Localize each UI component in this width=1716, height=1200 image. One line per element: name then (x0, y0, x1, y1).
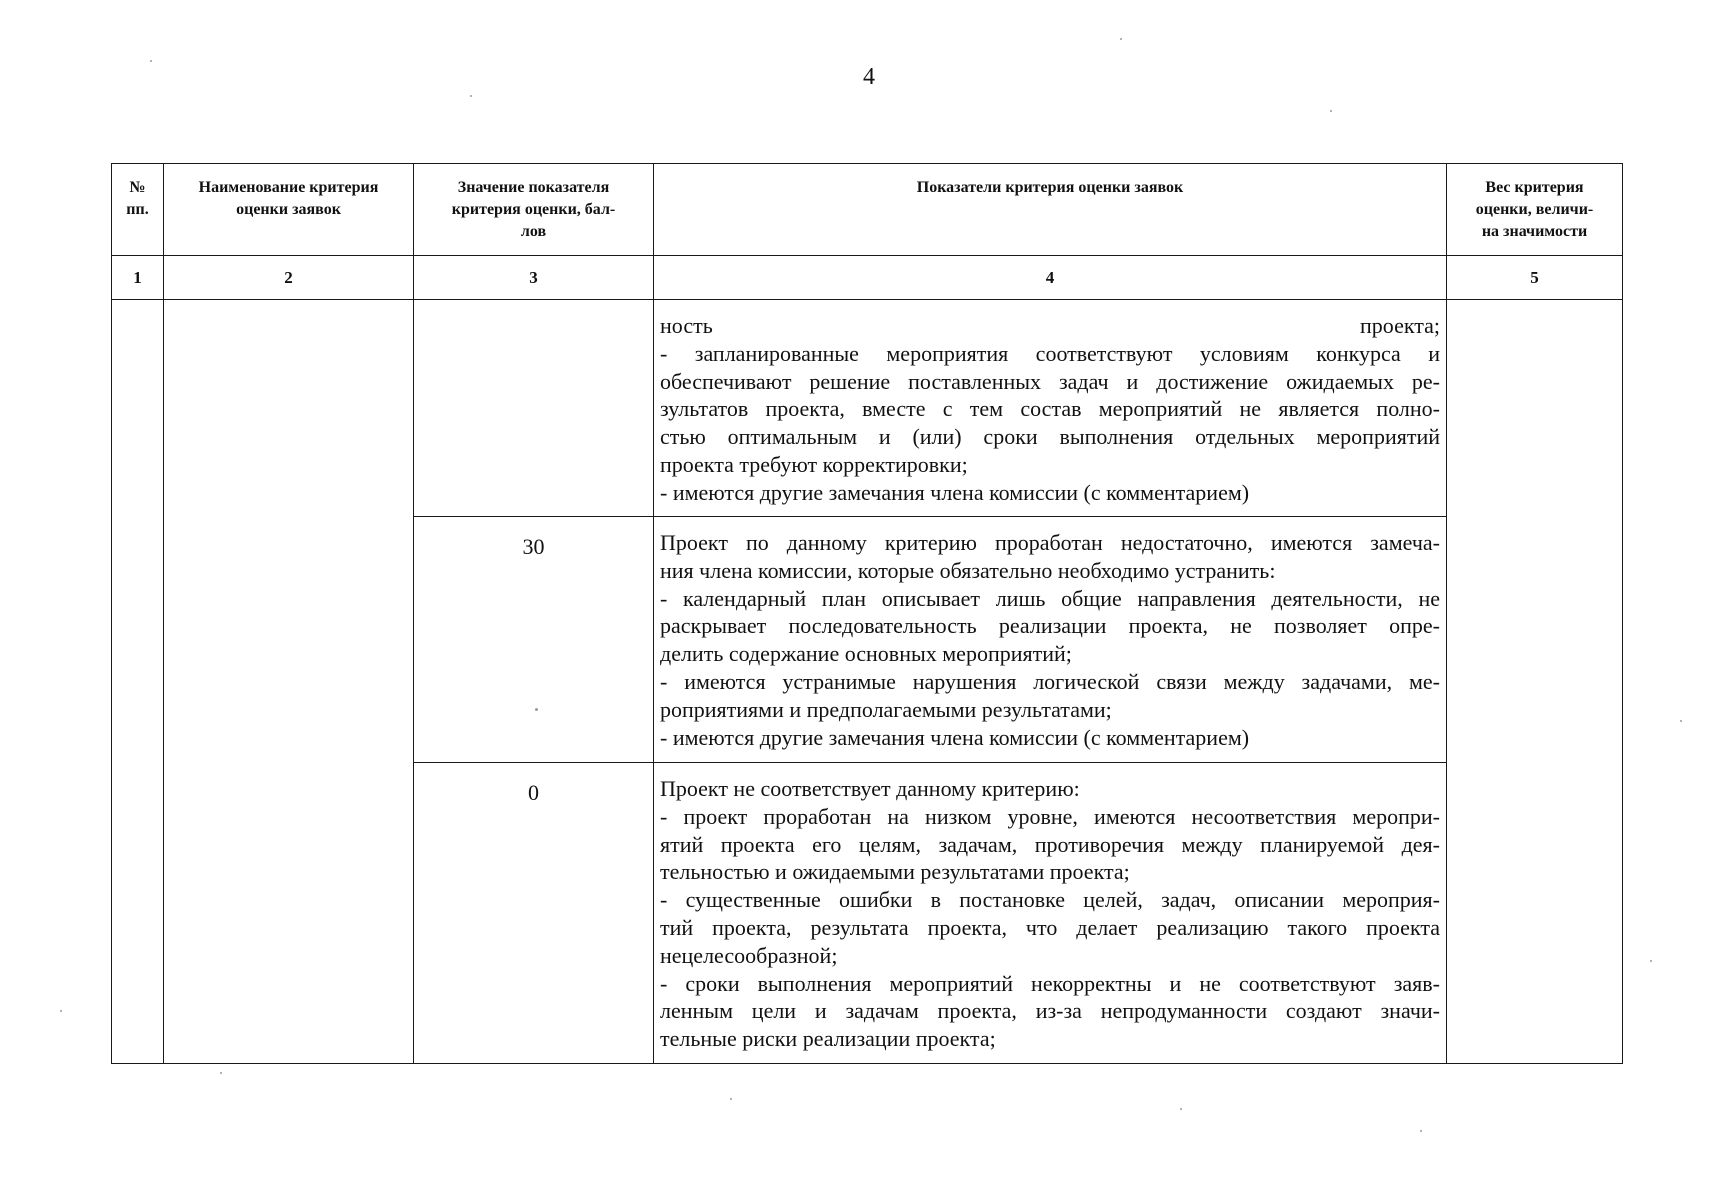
description-line: роприятиями и предполагаемыми результатами; (660, 696, 1112, 722)
description-line: стью оптимальным и (или) сроки выполнения отдельных мероприятий (660, 424, 1440, 450)
description-line: зультатов проекта, вместе с тем состав мероприятий не является полно- (660, 396, 1440, 422)
scan-speck (1120, 38, 1122, 40)
table-header-row (112, 164, 1623, 256)
description-line: раскрывает последовательность реализации проекта, не позволяет опре- (660, 613, 1440, 639)
score-cell: 0 (414, 763, 654, 1064)
number-cell (112, 300, 164, 1064)
header-cell: Значение показателя критерия оценки, бал- лов (414, 164, 654, 256)
description-line: обеспечивают решение поставленных задач и достижение ожидаемых ре- (660, 368, 1440, 394)
criterion-name-cell (164, 300, 414, 1064)
description-line: тельностью и ожидаемыми результатами проекта; (660, 859, 1130, 885)
header-cell: Вес критерия оценки, величи- на значимости (1447, 164, 1623, 256)
scan-speck (1330, 110, 1332, 112)
description-line: делить содержание основных мероприятий; (660, 641, 1072, 667)
column-number-cell: 5 (1447, 256, 1623, 300)
description-line: тий проекта, результата проекта, что делает реализацию такого проекта (660, 914, 1440, 940)
scan-speck (1650, 960, 1652, 962)
scan-speck (60, 1010, 62, 1012)
scan-speck (1680, 720, 1682, 722)
column-number-row (112, 256, 1623, 300)
description-line: - сроки выполнения мероприятий некорректны и не соответствуют заяв- (660, 970, 1440, 996)
column-number-cell: 4 (654, 256, 1447, 300)
description-line: Проект по данному критерию проработан недостаточно, имеются замеча- (660, 530, 1440, 555)
scan-speck (220, 1072, 222, 1074)
description-line: - существенные ошибки в постановке целей, задач, описании мероприя- (660, 887, 1440, 913)
description-line: - календарный план описывает лишь общие направления деятельности, не (660, 585, 1440, 611)
score-cell: 30 (414, 517, 654, 763)
description-line: нецелесообразной; (660, 942, 838, 968)
scan-speck (1420, 1130, 1422, 1132)
description-line: - имеются другие замечания члена комиссии (с комментарием) (660, 724, 1250, 750)
scan-speck (535, 708, 538, 711)
scan-speck (730, 1098, 732, 1100)
description-line: тельные риски реализации проекта; (660, 1026, 996, 1052)
scan-speck (150, 60, 152, 62)
description-line: ния члена комиссии, которые обязательно необходимо устранить: (660, 557, 1276, 583)
scan-speck (1180, 1108, 1182, 1110)
table-row (112, 300, 1623, 517)
column-number-cell: 3 (414, 256, 654, 300)
scan-speck (470, 95, 472, 97)
header-cell: № пп. (112, 164, 164, 256)
description-line: - имеются другие замечания члена комиссии (с комментарием) (660, 479, 1250, 505)
description-line: ятий проекта его целям, задачам, противоречия между планируемой дея- (660, 831, 1440, 857)
column-number-cell: 2 (164, 256, 414, 300)
description-line: ность проекта; (660, 313, 1440, 338)
header-cell: Показатели критерия оценки заявок (654, 164, 1447, 256)
indicator-description (654, 300, 1447, 517)
weight-cell (1447, 300, 1623, 1064)
description-line: Проект не соответствует данному критерию: (660, 776, 1080, 801)
description-line: - проект проработан на низком уровне, имеются несоответствия меропри- (660, 803, 1440, 829)
description-line: - запланированные мероприятия соответствуют условиям конкурса и (660, 340, 1440, 366)
description-line: - имеются устранимые нарушения логической связи между задачами, ме- (660, 668, 1440, 694)
header-cell: Наименование критерия оценки заявок (164, 164, 414, 256)
description-line: проекта требуют корректировки; (660, 451, 968, 477)
indicator-description (654, 763, 1447, 1064)
score-cell (414, 300, 654, 517)
description-line: ленным цели и задачам проекта, из-за непродуманности создают значи- (660, 998, 1440, 1024)
column-number-cell: 1 (112, 256, 164, 300)
indicator-description (654, 517, 1447, 763)
criteria-table (111, 163, 1623, 1064)
page-number: 4 (863, 64, 875, 90)
